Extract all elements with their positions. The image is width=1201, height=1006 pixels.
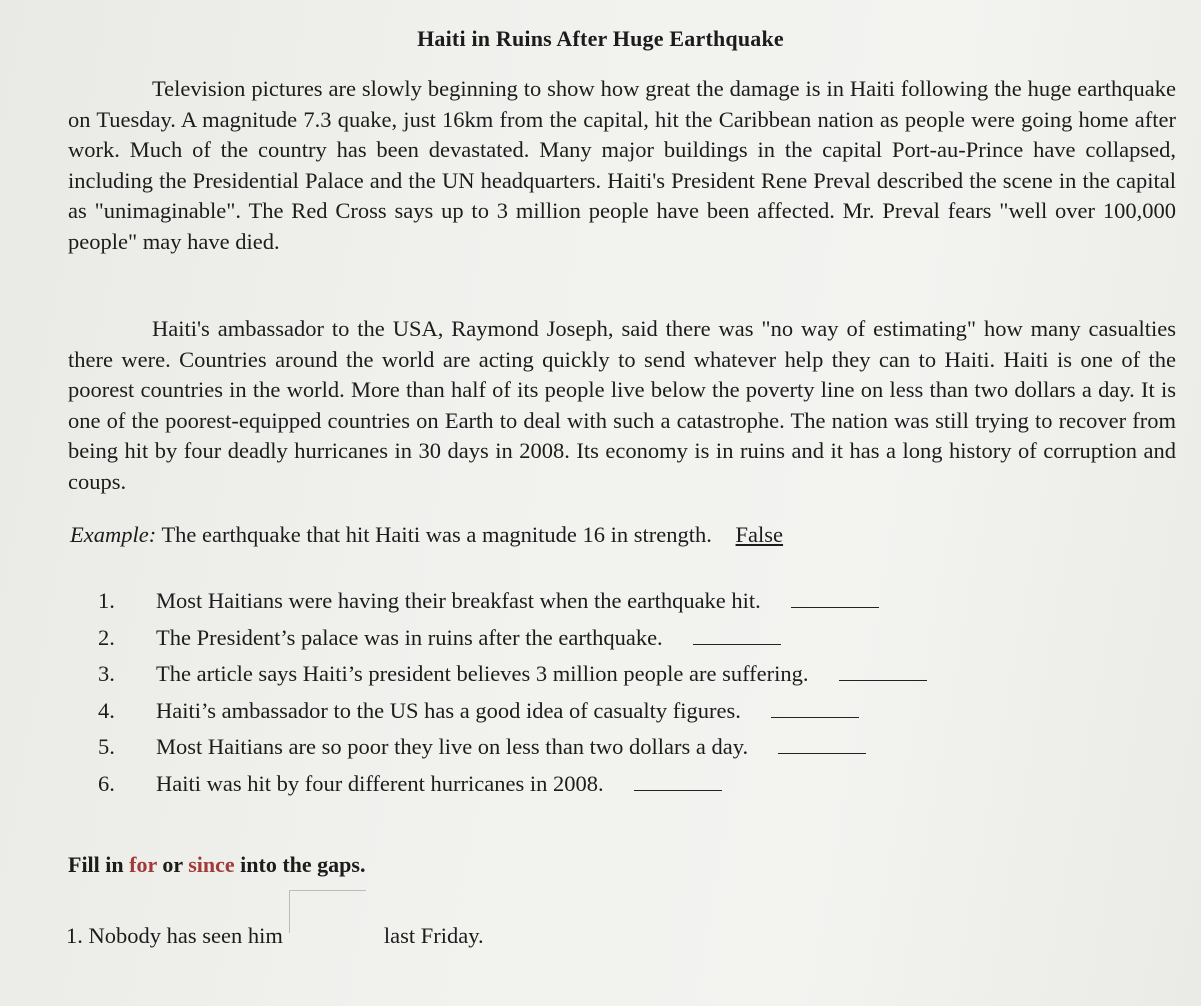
example-label: Example: <box>70 522 157 547</box>
example-text: The earthquake that hit Haiti was a magnitude 16 in strength. <box>161 522 712 547</box>
example-answer: False <box>735 522 784 547</box>
question-item <box>98 588 1098 625</box>
question-text: The article says Haiti’s president believes 3 million people are suffering. <box>156 661 809 686</box>
question-number: 4. <box>98 697 115 723</box>
question-number: 2. <box>98 624 115 650</box>
question-text: Most Haitians are so poor they live on less than two dollars a day. <box>156 734 749 759</box>
question-number: 6. <box>98 770 115 796</box>
question-text: Haiti was hit by four different hurricanes in 2008. <box>156 770 604 796</box>
article-paragraph-2 <box>68 314 1176 497</box>
question-number: 5. <box>98 734 115 759</box>
question-item <box>98 771 1098 808</box>
true-false-questions <box>98 588 1098 807</box>
question-text: The President’s palace was in ruins after the earthquake. <box>156 624 663 650</box>
answer-blank[interactable] <box>778 735 866 754</box>
answer-blank[interactable] <box>634 772 722 791</box>
answer-blank[interactable] <box>839 662 927 681</box>
fill-item-1 <box>66 900 484 949</box>
question-item <box>98 734 1098 771</box>
fill-item-text-before: 1. Nobody has seen him <box>66 923 283 948</box>
paragraph-text: Haiti's ambassador to the USA, Raymond Joseph, said there was "no way of estimating" how many casualties there were. Countries around the world are acting quickly to send whatever help they can to Haiti. Haiti is one of the poorest countries in the world. More than half of its people live below the poverty line on less than two dollars a day. It is one of the poorest-equipped countries on Earth to deal with such a catastrophe. The nation was still trying to recover from being hit by four deadly hurricanes in 30 days in 2008. Its economy is in ruins and it has a long history of corruption and coups. <box>68 316 1176 494</box>
question-item <box>98 698 1098 735</box>
fill-item-text-after: last Friday. <box>383 923 484 948</box>
answer-blank[interactable] <box>693 626 781 645</box>
question-text: Haiti’s ambassador to the US has a good idea of casualty figures. <box>156 697 741 723</box>
question-number: 1. <box>98 588 115 613</box>
gap-input-box[interactable] <box>289 890 366 933</box>
keyword-since: since <box>188 852 235 877</box>
question-item <box>98 625 1098 662</box>
article-paragraph-1 <box>68 74 1176 257</box>
page-title: Haiti in Ruins After Huge Earthquake <box>417 26 784 51</box>
question-number: 3. <box>98 661 115 686</box>
answer-blank[interactable] <box>791 589 879 608</box>
heading-text: Fill in <box>68 852 124 877</box>
heading-text: into the gaps. <box>240 852 366 877</box>
fill-in-heading <box>68 852 365 878</box>
answer-blank[interactable] <box>771 699 859 718</box>
keyword-for: for <box>129 852 157 877</box>
example-statement <box>70 522 783 548</box>
question-text: Most Haitians were having their breakfast when the earthquake hit. <box>156 588 761 613</box>
paragraph-text: Television pictures are slowly beginning to show how great the damage is in Haiti following the huge earthquake on Tuesday. A magnitude 7.3 quake, just 16km from the capital, hit the Caribbean nation as people were going home after work. Much of the country has been devastated. Many major buildings in the capital Port-au-Prince have collapsed, including the Presidential Palace and the UN headquarters. Haiti's President Rene Preval described the scene in the capital as "unimaginable". The Red Cross says up to 3 million people have been affected. Mr. Preval fears "well over 100,000 people" may have died. <box>68 76 1176 254</box>
question-item <box>98 661 1098 698</box>
heading-text: or <box>162 852 183 877</box>
